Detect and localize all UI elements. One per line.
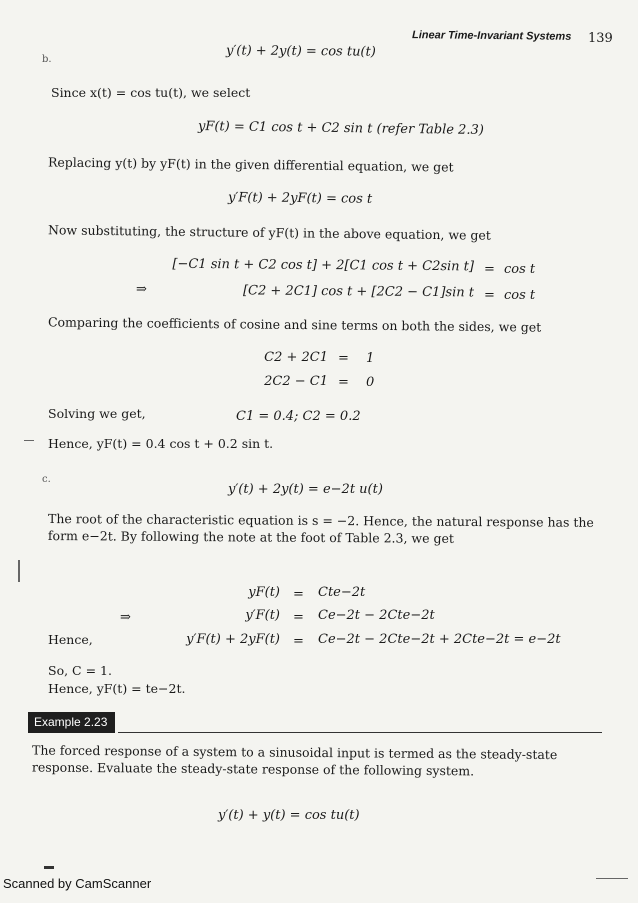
margin-mark: [24, 440, 34, 441]
coef-row-2-eq: =: [338, 375, 349, 390]
sub-row-1-lhs: [−C1 sin t + C2 cos t] + 2[C1 cos t + C2sin t]: [172, 256, 475, 275]
compare-line: Comparing the coefficients of cosine and sine terms on both the sides, we get: [47, 314, 542, 335]
solution-values: C1 = 0.4; C2 = 0.2: [236, 409, 361, 424]
page-number: 139: [588, 31, 613, 46]
example-equation: y′(t) + y(t) = cos tu(t): [218, 808, 360, 823]
coef-row-1-rhs: 1: [366, 351, 375, 366]
bottom-rule-fragment: [596, 878, 628, 879]
c-row-2-eq: =: [293, 610, 304, 625]
sub-row-1-eq: =: [484, 262, 495, 277]
replace-line: Replacing y(t) by yF(t) in the given differential equation, we get: [47, 154, 454, 175]
c-row-1-rhs: Cte−2t: [318, 585, 366, 600]
c-row-3-eq: =: [293, 634, 304, 649]
implies-arrow: ⇒: [136, 282, 147, 297]
implies-arrow-c: ⇒: [120, 610, 131, 625]
so-c-equals: So, C = 1.: [48, 663, 112, 678]
substitute-line: Now substituting, the structure of yF(t) in the above equation, we get: [47, 222, 491, 243]
example-rule: [118, 732, 602, 733]
c-row-3-rhs: Ce−2t − 2Cte−2t + 2Cte−2t = e−2t: [318, 632, 561, 647]
c-row-2-lhs: y′F(t): [245, 608, 280, 623]
c-row-2-rhs: Ce−2t − 2Cte−2t: [318, 608, 435, 623]
yf-derivative-equation: y′F(t) + 2yF(t) = cos t: [227, 190, 373, 207]
hence-label-c: Hence,: [48, 632, 93, 647]
part-b-equation: y′(t) + 2y(t) = cos tu(t): [225, 43, 376, 60]
example-statement: The forced response of a system to a sinusoidal input is termed as the steady-state response. Evaluate the steady-state response of the following system.: [31, 742, 558, 779]
sub-row-2-rhs: cos t: [504, 288, 536, 303]
part-c-equation: y′(t) + 2y(t) = e−2t u(t): [228, 482, 383, 497]
scanner-watermark: Scanned by CamScanner: [3, 876, 152, 891]
since-line: Since x(t) = cos tu(t), we select: [51, 85, 251, 100]
part-c-label: c.: [42, 474, 51, 485]
sub-row-2-eq: =: [484, 288, 495, 303]
c-row-1-eq: =: [293, 587, 304, 602]
coef-row-2-lhs: 2C2 − C1: [264, 374, 328, 389]
margin-mark: [18, 560, 20, 582]
part-b-label: b.: [42, 54, 52, 65]
root-paragraph: The root of the characteristic equation is s = −2. Hence, the natural response has the form e−2t. By following the note at the foot of Table 2.3, we get: [47, 511, 594, 546]
part-c-result: Hence, yF(t) = te−2t.: [48, 681, 186, 696]
coef-row-2-rhs: 0: [366, 375, 375, 390]
yf-select-equation: yF(t) = C1 cos t + C2 sin t (refer Table 2.3): [197, 119, 484, 138]
c-row-1-lhs: yF(t): [248, 585, 280, 600]
solving-label: Solving we get,: [48, 406, 146, 421]
running-header-title: Linear Time-Invariant Systems: [411, 29, 572, 43]
coef-row-1-lhs: C2 + 2C1: [264, 350, 328, 365]
example-heading: Example 2.23: [28, 712, 115, 733]
part-b-result: Hence, yF(t) = 0.4 cos t + 0.2 sin t.: [48, 436, 274, 451]
coef-row-1-eq: =: [338, 351, 349, 366]
margin-mark: [44, 866, 54, 869]
sub-row-1-rhs: cos t: [504, 262, 536, 277]
sub-row-2-lhs: [C2 + 2C1] cos t + [2C2 − C1]sin t: [242, 283, 475, 301]
c-row-3-lhs: y′F(t) + 2yF(t): [186, 632, 280, 647]
